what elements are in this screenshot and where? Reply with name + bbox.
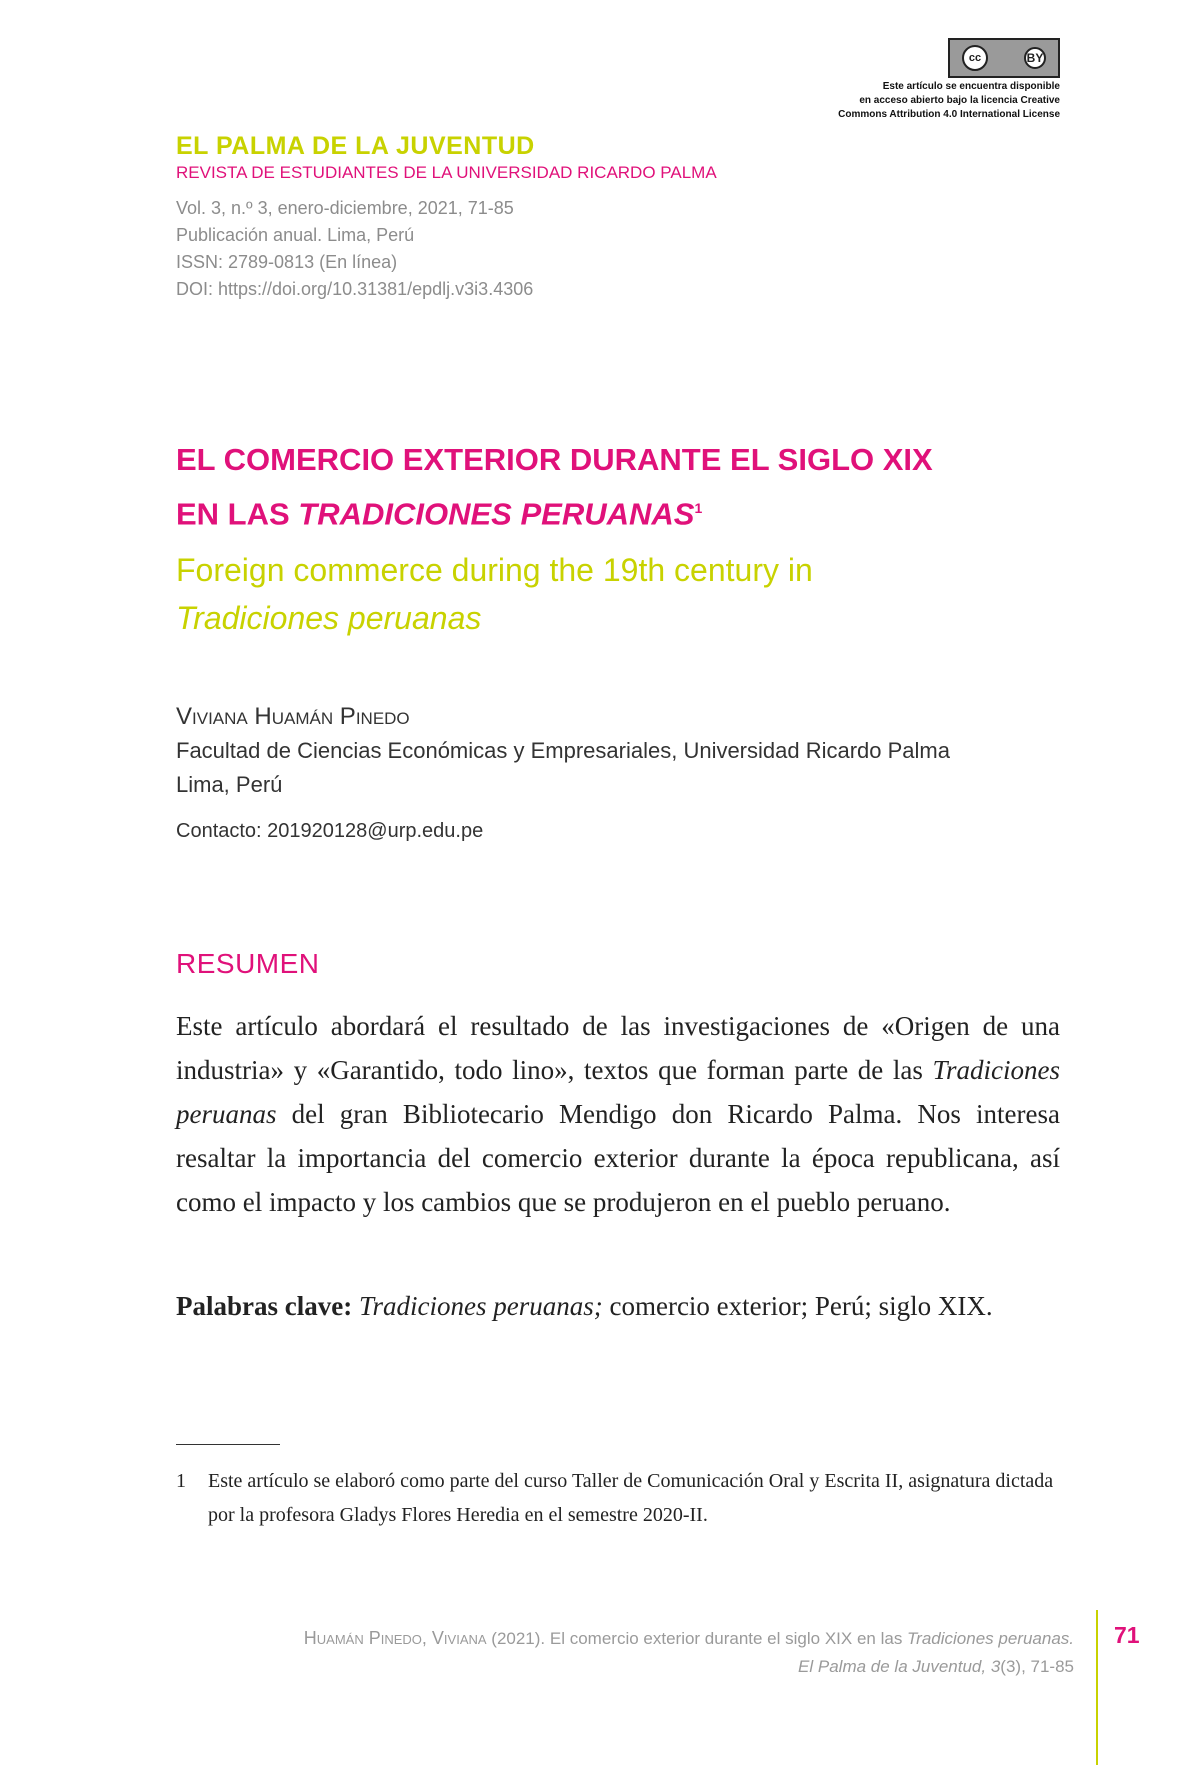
footnote — [176, 1464, 1060, 1532]
license-line: en acceso abierto bajo la licencia Creative — [859, 95, 1060, 106]
journal-meta — [176, 195, 717, 303]
footnote-divider — [176, 1444, 280, 1445]
footer-citation-line-1 — [174, 1624, 1074, 1653]
abstract-part-2: del gran Bibliotecario Mendigo don Ricardo Palma. Nos interesa resaltar la importancia del comercio exterior durante la época republicana, así como el impacto y los cambios que se produjeron en el pueblo peruano. — [176, 1099, 1060, 1217]
footer-journal: El Palma de la Juventud, — [798, 1657, 987, 1676]
abstract-heading: RESUMEN — [176, 948, 320, 979]
article-subtitle — [176, 546, 1056, 642]
issn: ISSN: 2789-0813 (En línea) — [176, 252, 398, 272]
author-contact[interactable]: Contacto: 201920128@urp.edu.pe — [176, 820, 484, 842]
author-location: Lima, Perú — [176, 772, 283, 797]
cc-icon: cc — [962, 45, 988, 71]
footer-citation-1: (2021). El comercio exterior durante el siglo XIX en las — [486, 1629, 908, 1648]
title-line-2 — [176, 484, 1056, 538]
keywords-label: Palabras clave: — [176, 1291, 353, 1321]
by-icon: BY — [1024, 47, 1046, 69]
license-block — [780, 38, 1060, 122]
publication-info: Publicación anual. Lima, Perú — [176, 225, 415, 245]
title-italic: TRADICIONES PERUANAS — [298, 496, 695, 532]
author-block — [176, 700, 1016, 848]
footer-divider — [1096, 1610, 1098, 1765]
keywords-rest: comercio exterior; Perú; siglo XIX. — [602, 1291, 993, 1321]
footer-citation-line-2 — [174, 1653, 1074, 1681]
doi-link[interactable]: DOI: https://doi.org/10.31381/epdlj.v3i3.4306 — [176, 279, 534, 299]
cc-license-badge[interactable] — [948, 38, 1060, 78]
subtitle-italic: Tradiciones peruanas — [176, 600, 482, 636]
footer-volume: 3 — [990, 1657, 1001, 1676]
abstract-italic: Tradiciones peruanas — [176, 1055, 1060, 1129]
footnote-text: Este artículo se elaboró como parte del curso Taller de Comunicación Oral y Escrita II, asignatura dictada por la profesora Gladys Flores Heredia en el semestre 2020-II. — [208, 1470, 1054, 1526]
article-title — [176, 436, 1056, 538]
footer-pages: (3), 71-85 — [1000, 1657, 1074, 1676]
journal-subtitle: REVISTA DE ESTUDIANTES DE LA UNIVERSIDAD RICARDO PALMA — [176, 163, 717, 182]
license-line: Commons Attribution 4.0 International License — [838, 109, 1060, 120]
keywords-italic: Tradiciones peruanas; — [358, 1291, 603, 1321]
license-line: Este artículo se encuentra disponible — [882, 81, 1060, 92]
title-line-1: EL COMERCIO EXTERIOR DURANTE EL SIGLO XIX — [176, 442, 933, 477]
subtitle-line-1: Foreign commerce during the 19th century in — [176, 552, 813, 588]
abstract-text — [176, 1004, 1060, 1224]
subtitle-line-2 — [176, 594, 1056, 642]
author-affiliation: Facultad de Ciencias Económicas y Empresariales, Universidad Ricardo Palma — [176, 738, 950, 763]
footer-citation-italic-1: Tradiciones peruanas. — [907, 1629, 1074, 1648]
volume-info: Vol. 3, n.º 3, enero-diciembre, 2021, 71-85 — [176, 198, 514, 218]
journal-header — [176, 132, 717, 303]
journal-name: EL PALMA DE LA JUVENTUD — [176, 132, 535, 160]
abstract-part-1: Este artículo abordará el resultado de las investigaciones de «Origen de una industria» y «Garantido, todo lino», textos que forman parte de las — [176, 1011, 1060, 1085]
footnote-marker[interactable]: 1 — [694, 500, 703, 516]
title-prefix: EN LAS — [176, 496, 299, 532]
footnote-number: 1 — [176, 1470, 186, 1492]
page-footer — [174, 1624, 1074, 1681]
page-number: 71 — [1114, 1622, 1140, 1648]
keywords — [176, 1284, 1060, 1328]
license-text — [780, 80, 1060, 122]
footer-author: Huamán Pinedo, Viviana — [303, 1628, 487, 1648]
author-name: Viviana Huamán Pinedo — [176, 703, 410, 730]
